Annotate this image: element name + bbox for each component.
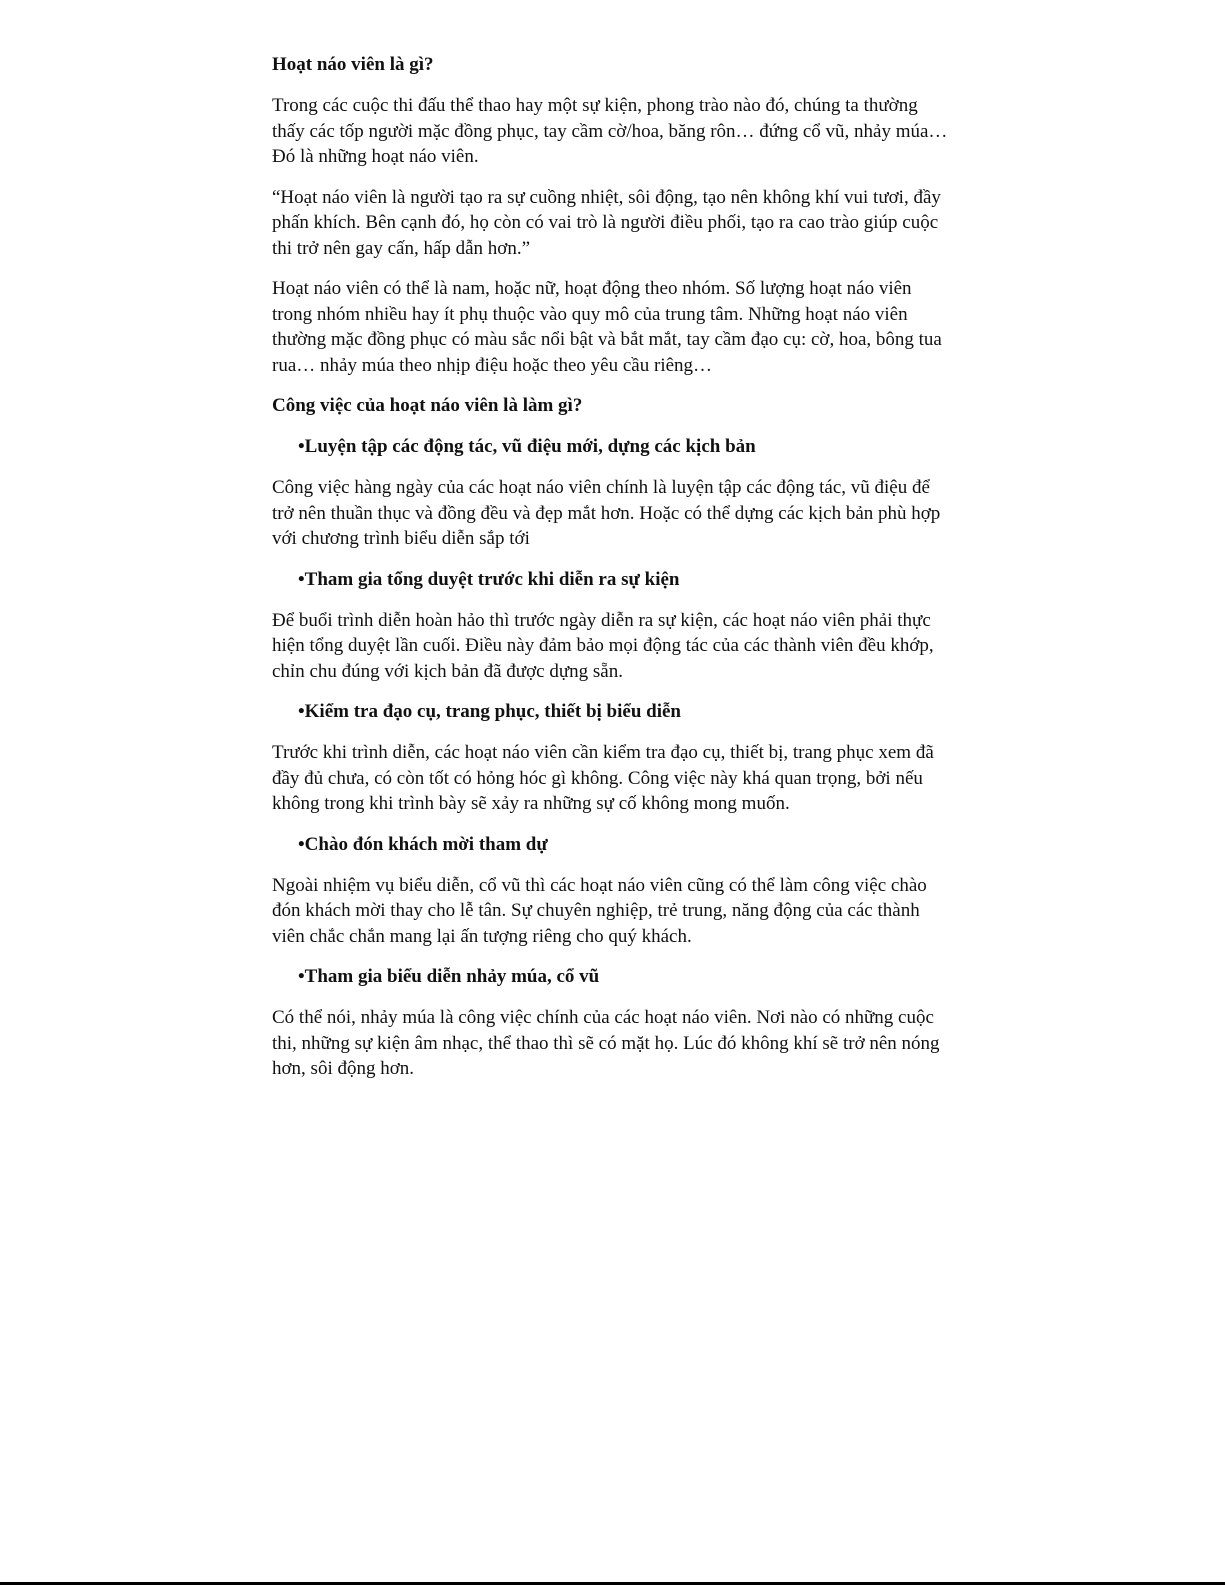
bullet-icon: • xyxy=(298,833,305,855)
section-heading-what-is: Hoạt náo viên là gì? xyxy=(272,54,434,75)
document-page xyxy=(272,52,948,1097)
task-paragraph-equipment: Trước khi trình diễn, các hoạt náo viên cần kiểm tra đạo cụ, thiết bị, trang phục xem đã đầy đủ chưa, có còn tốt có hỏng hóc gì không. Công việc này khá quan trọng, bởi nếu không trong khi trình bày sẽ xảy ra những sự cố không mong muốn. xyxy=(272,742,934,814)
task-title: Kiểm tra đạo cụ, trang phục, thiết bị biểu diễn xyxy=(304,701,681,722)
bullet-icon: • xyxy=(298,568,305,590)
paragraph-intro: Trong các cuộc thi đấu thể thao hay một sự kiện, phong trào nào đó, chúng ta thường thấy các tốp người mặc đồng phục, tay cầm cờ/hoa, băng rôn… đứng cổ vũ, nhảy múa… Đó là những hoạt náo viên. xyxy=(272,95,948,167)
task-paragraph-rehearsal: Để buổi trình diễn hoàn hảo thì trước ngày diễn ra sự kiện, các hoạt náo viên phải thực hiện tổng duyệt lần cuối. Điều này đảm bảo mọi động tác của các thành viên đều khớp, chỉn chu đúng với kịch bản đã được dựng sẵn. xyxy=(272,609,934,682)
task-paragraph-performance: Có thể nói, nhảy múa là công việc chính của các hoạt náo viên. Nơi nào có những cuộc thi, những sự kiện âm nhạc, thể thao thì sẽ có mặt họ. Lúc đó không khí sẽ trở nên nóng hơn, sôi động hơn. xyxy=(272,1007,940,1079)
task-paragraph-welcome: Ngoài nhiệm vụ biểu diễn, cổ vũ thì các hoạt náo viên cũng có thể làm công việc chào đón khách mời thay cho lễ tân. Sự chuyên nghiệp, trẻ trung, năng động của các thành viên chắc chắn mang lại ấn tượng riêng cho quý khách. xyxy=(272,874,927,947)
task-title: Tham gia biểu diễn nhảy múa, cổ vũ xyxy=(304,966,600,987)
bullet-icon: • xyxy=(298,966,305,987)
task-heading-welcome xyxy=(298,832,948,858)
task-heading-equipment xyxy=(298,699,948,725)
bullet-icon: • xyxy=(298,436,305,457)
task-heading-practice xyxy=(298,434,948,460)
paragraph-description: Hoạt náo viên có thể là nam, hoặc nữ, hoạt động theo nhóm. Số lượng hoạt náo viên trong nhóm nhiều hay ít phụ thuộc vào quy mô của trung tâm. Những hoạt náo viên thường mặc đồng phục có màu sắc nổi bật và bắt mắt, tay cầm đạo cụ: cờ, hoa, bông tua rua… nhảy múa theo nhịp điệu hoặc theo yêu cầu riêng… xyxy=(272,278,942,376)
paragraph-quote: “Hoạt náo viên là người tạo ra sự cuồng nhiệt, sôi động, tạo nên không khí vui tươi, đầy phấn khích. Bên cạnh đó, họ còn có vai trò là người điều phối, tạo ra cao trào giúp cuộc thi trở nên gay cấn, hấp dẫn hơn.” xyxy=(272,186,941,259)
task-heading-performance xyxy=(298,964,948,990)
section-heading-duties: Công việc của hoạt náo viên là làm gì? xyxy=(272,395,583,416)
task-heading-rehearsal xyxy=(298,567,948,593)
task-title: Luyện tập các động tác, vũ điệu mới, dựng các kịch bản xyxy=(304,436,756,457)
task-paragraph-practice: Công việc hàng ngày của các hoạt náo viên chính là luyện tập các động tác, vũ điệu để trở nên thuần thục và đồng đều và đẹp mắt hơn. Hoặc có thể dựng các kịch bản phù hợp với chương trình biểu diễn sắp tới xyxy=(272,477,941,549)
task-title: Chào đón khách mời tham dự xyxy=(304,833,548,855)
bullet-icon: • xyxy=(298,701,305,722)
task-title: Tham gia tổng duyệt trước khi diễn ra sự kiện xyxy=(304,568,680,590)
